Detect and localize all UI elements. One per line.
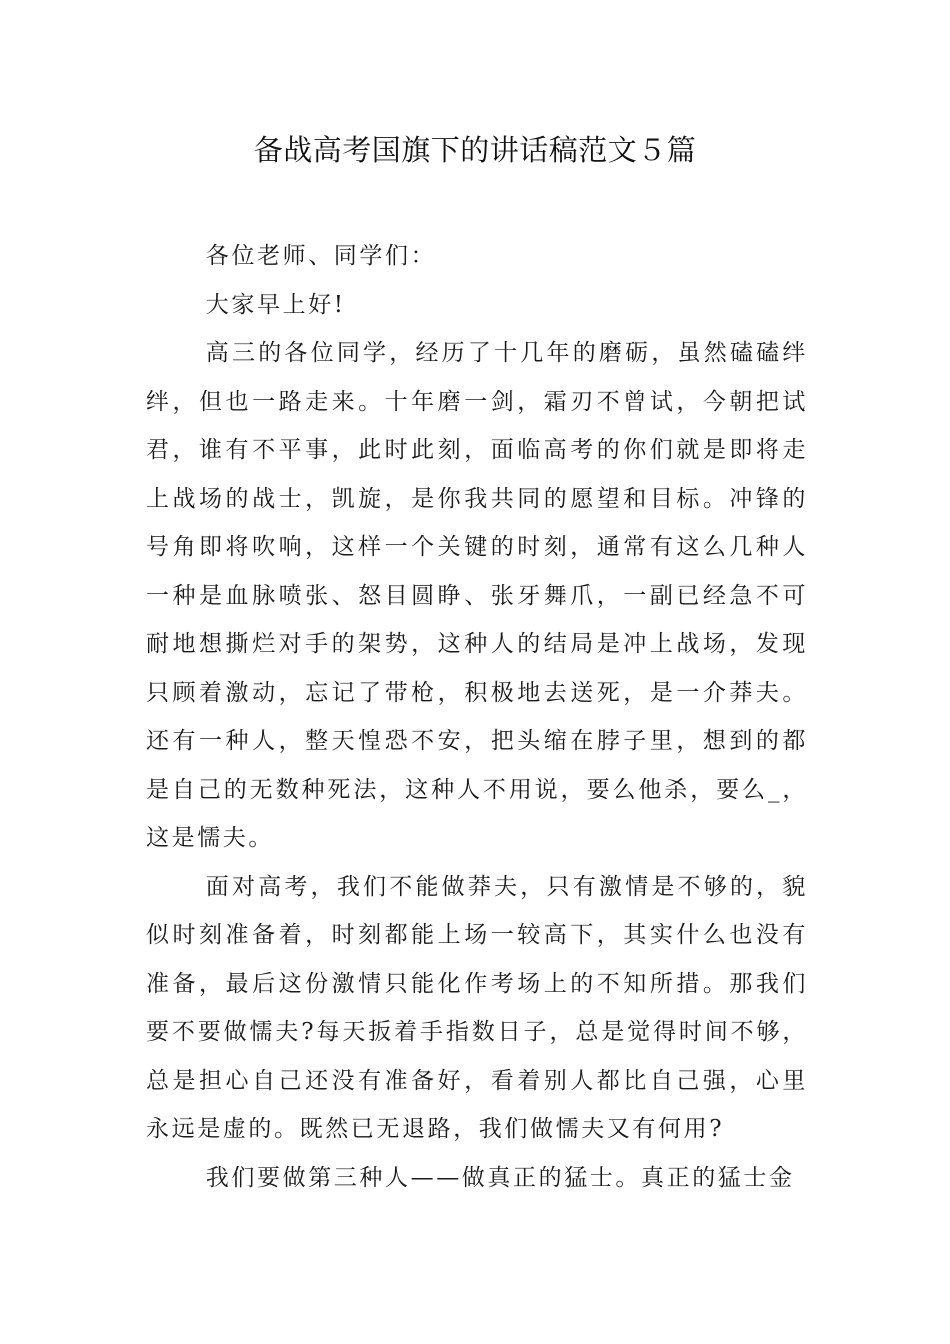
body-paragraph-3: 我们要做第三种人——做真正的猛士。真正的猛士金 xyxy=(205,1164,795,1191)
greeting-paragraph: 大家早上好! xyxy=(205,291,346,318)
document-title: 备战高考国旗下的讲话稿范文５篇 xyxy=(253,133,697,167)
body-paragraph-2: 面对高考，我们不能做莽夫，只有激情是不够的，貌似时刻准备着，时刻都能上场一较高下，其实什么也没有准备，最后这份激情只能化作考场上的不知所措。那我们要不要做懦夫?每天扳着手指数日子，总是觉得时间不够，总是担心自己还没有准备好，看着别人都比自己强，心里永远是虚的。既然已无退路，我们做懦夫又有何用? xyxy=(146,873,808,1142)
salutation-paragraph: 各位老师、同学们： xyxy=(205,243,437,269)
document-body xyxy=(146,232,808,1202)
body-paragraph-1: 高三的各位同学，经历了十几年的磨砺，虽然磕磕绊绊，但也一路走来。十年磨一剑，霜刃不曾试，今朝把试君，谁有不平事，此时此刻，面临高考的你们就是即将走上战场的战士，凯旋，是你我共同的愿望和目标。冲锋的号角即将吹响，这样一个关键的时刻，通常有这么几种人一种是血脉喷张、怒目圆睁、张牙舞爪，一副已经急不可耐地想撕烂对手的架势，这种人的结局是冲上战场，发现只顾着激动，忘记了带枪，积极地去送死，是一介莽夫。还有一种人，整天惶恐不安，把头缩在脖子里，想到的都是自己的无数种死法，这种人不用说，要么他杀，要么_，这是懦夫。 xyxy=(146,340,808,851)
